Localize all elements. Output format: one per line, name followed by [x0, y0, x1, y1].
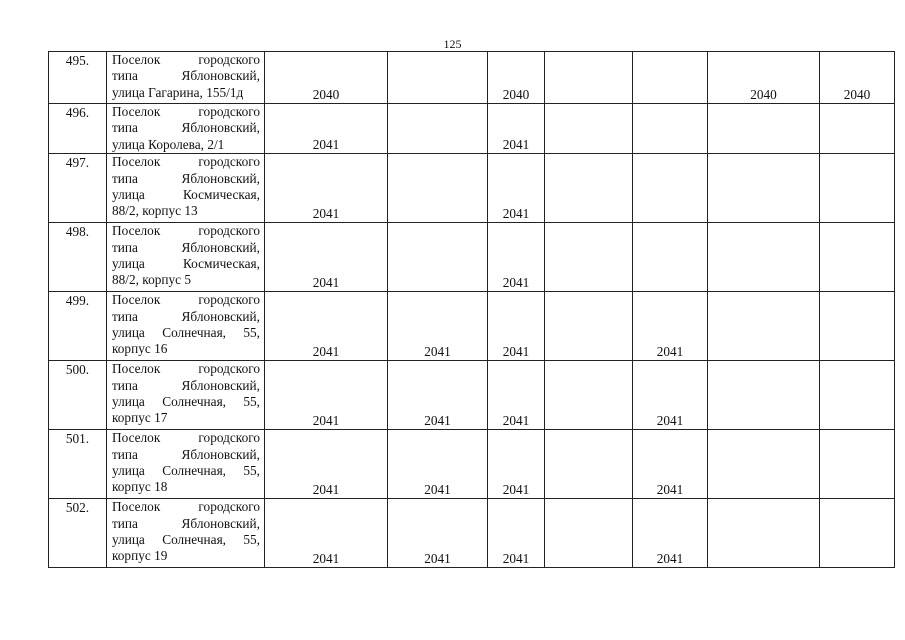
table-row [49, 499, 895, 568]
year-cell: 2041 [488, 292, 545, 361]
year-cell: 2041 [265, 154, 388, 223]
table-row [49, 52, 895, 104]
year-cell [388, 223, 488, 292]
year-cell [545, 104, 633, 154]
address-line: типа Яблоновский, [112, 170, 260, 186]
address-line: типа Яблоновский, [112, 120, 260, 136]
year-cell: 2040 [265, 52, 388, 104]
year-cell: 2041 [488, 430, 545, 499]
year-cell: 2041 [488, 154, 545, 223]
year-cell [708, 223, 820, 292]
row-number: 496. [49, 104, 107, 154]
address-line: типа Яблоновский, [112, 239, 260, 255]
table-row [49, 154, 895, 223]
address-cell [107, 52, 265, 104]
year-cell [820, 361, 895, 430]
address-cell [107, 223, 265, 292]
year-cell: 2041 [265, 223, 388, 292]
year-cell [820, 104, 895, 154]
address-line: типа Яблоновский, [112, 308, 260, 324]
address-cell [107, 104, 265, 154]
address-line: типа Яблоновский, [112, 446, 260, 462]
address-line: улица Солнечная, 55, [112, 532, 260, 548]
table-row [49, 223, 895, 292]
year-cell: 2041 [265, 292, 388, 361]
year-cell [545, 292, 633, 361]
address-line: улица Космическая, [112, 256, 260, 272]
year-cell [388, 104, 488, 154]
address-line: типа Яблоновский, [112, 68, 260, 84]
address-line: улица Космическая, [112, 187, 260, 203]
address-line: Поселок городского [112, 430, 260, 446]
year-cell [545, 154, 633, 223]
year-cell [708, 154, 820, 223]
address-cell [107, 292, 265, 361]
year-cell [708, 104, 820, 154]
row-number: 497. [49, 154, 107, 223]
address-line: улица Гагарина, 155/1д [112, 84, 244, 100]
year-cell [820, 154, 895, 223]
year-cell [820, 223, 895, 292]
year-cell [708, 499, 820, 568]
year-cell [708, 430, 820, 499]
address-line: Поселок городского [112, 104, 260, 119]
table-row [49, 430, 895, 499]
year-cell: 2041 [265, 499, 388, 568]
address-line: Поселок городского [112, 223, 260, 239]
address-cell [107, 154, 265, 223]
year-cell: 2041 [265, 104, 388, 154]
year-cell: 2040 [820, 52, 895, 104]
row-number: 498. [49, 223, 107, 292]
address-line: корпус 16 [112, 341, 168, 357]
year-cell: 2041 [388, 361, 488, 430]
address-line: Поселок городского [112, 499, 260, 515]
address-cell [107, 361, 265, 430]
year-cell [633, 223, 708, 292]
year-cell [633, 154, 708, 223]
address-line: типа Яблоновский, [112, 515, 260, 531]
year-cell: 2040 [488, 52, 545, 104]
table-row [49, 104, 895, 154]
row-number: 502. [49, 499, 107, 568]
year-cell: 2041 [633, 292, 708, 361]
year-cell [820, 292, 895, 361]
address-line: типа Яблоновский, [112, 377, 260, 393]
address-line: Поселок городского [112, 361, 260, 377]
row-number: 500. [49, 361, 107, 430]
year-cell: 2041 [633, 499, 708, 568]
row-number: 495. [49, 52, 107, 104]
year-cell: 2041 [488, 104, 545, 154]
address-line: корпус 19 [112, 548, 168, 564]
year-cell: 2041 [388, 292, 488, 361]
address-line: 88/2, корпус 13 [112, 203, 198, 219]
year-cell [545, 430, 633, 499]
address-line: улица Королева, 2/1 [112, 136, 225, 152]
year-cell [633, 52, 708, 104]
year-cell: 2040 [708, 52, 820, 104]
address-line: корпус 18 [112, 479, 168, 495]
document-table [48, 51, 895, 568]
address-line: корпус 17 [112, 410, 168, 426]
year-cell [633, 104, 708, 154]
year-cell [708, 292, 820, 361]
table-row [49, 361, 895, 430]
year-cell [545, 223, 633, 292]
year-cell: 2041 [633, 430, 708, 499]
table-row [49, 292, 895, 361]
address-line: Поселок городского [112, 154, 260, 170]
year-cell: 2041 [488, 361, 545, 430]
year-cell: 2041 [488, 223, 545, 292]
address-cell [107, 499, 265, 568]
year-cell: 2041 [388, 499, 488, 568]
year-cell: 2041 [265, 361, 388, 430]
address-line: 88/2, корпус 5 [112, 272, 192, 288]
row-number: 501. [49, 430, 107, 499]
year-cell: 2041 [265, 430, 388, 499]
year-cell [545, 52, 633, 104]
table-body [49, 52, 895, 568]
year-cell [545, 361, 633, 430]
address-cell [107, 430, 265, 499]
year-cell [388, 52, 488, 104]
year-cell [820, 499, 895, 568]
page-number: 125 [443, 37, 462, 51]
address-line: улица Солнечная, 55, [112, 325, 260, 341]
year-cell: 2041 [633, 361, 708, 430]
address-line: улица Солнечная, 55, [112, 394, 260, 410]
year-cell: 2041 [488, 499, 545, 568]
address-line: Поселок городского [112, 52, 260, 67]
row-number: 499. [49, 292, 107, 361]
year-cell: 2041 [388, 430, 488, 499]
year-cell [708, 361, 820, 430]
address-line: Поселок городского [112, 292, 260, 308]
year-cell [820, 430, 895, 499]
year-cell [388, 154, 488, 223]
address-line: улица Солнечная, 55, [112, 463, 260, 479]
year-cell [545, 499, 633, 568]
